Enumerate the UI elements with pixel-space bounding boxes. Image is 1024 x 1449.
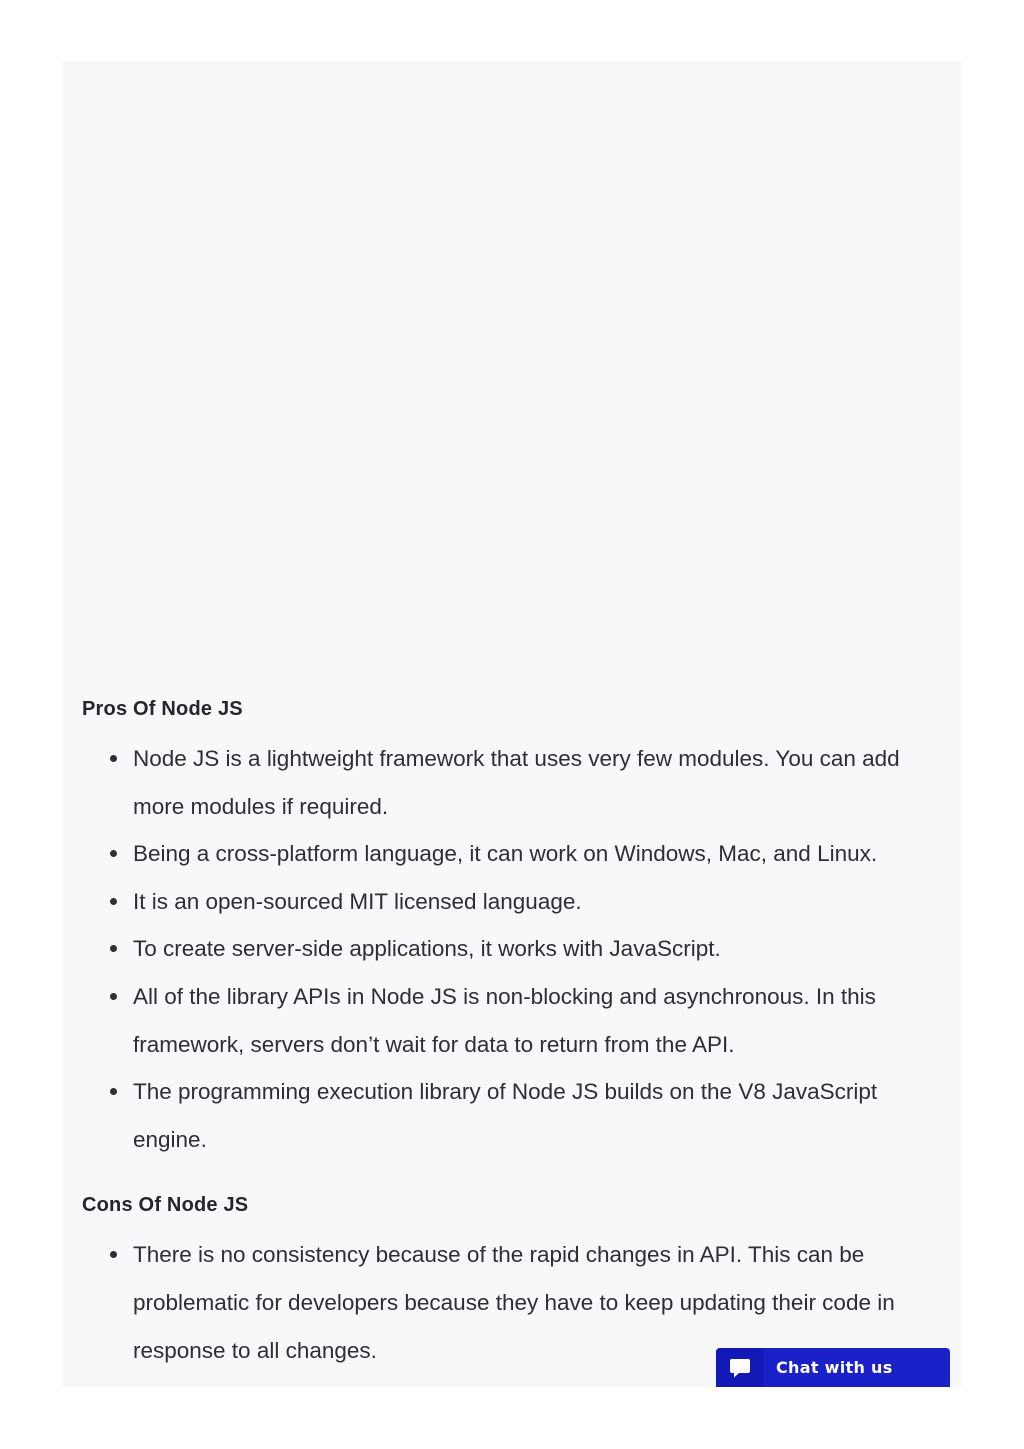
content-panel [62, 61, 962, 1387]
cons-heading: Cons Of Node JS [82, 1194, 249, 1217]
pros-item-text: The programming execution library of Node JS builds on the V8 JavaScript engine. [133, 1079, 878, 1152]
pros-item-text: It is an open-sourced MIT licensed language. [133, 888, 582, 914]
pros-item-text: To create server-side applications, it works with JavaScript. [133, 936, 721, 962]
pros-list-item [82, 1068, 942, 1163]
pros-list-item [82, 973, 942, 1068]
pros-list [82, 735, 942, 1163]
pros-list-item [82, 830, 942, 878]
chat-icon-container[interactable] [716, 1348, 763, 1387]
media-placeholder [62, 61, 962, 686]
pros-item-text: All of the library APIs in Node JS is non-blocking and asynchronous. In this framework, servers don’t wait for data to return from the API. [133, 983, 876, 1057]
article-body [82, 695, 942, 1374]
pros-item-text: Node JS is a lightweight framework that uses very few modules. You can add more modules if required. [133, 746, 900, 819]
bullet-dot-icon [110, 850, 117, 857]
chat-bubble-icon [728, 1356, 752, 1380]
chat-with-us-label[interactable]: Chat with us [776, 1358, 893, 1377]
pros-list-item [82, 735, 942, 830]
chat-with-us-button[interactable] [716, 1348, 950, 1387]
pros-list-item [82, 878, 942, 926]
pros-item-text: Being a cross-platform language, it can work on Windows, Mac, and Linux. [133, 841, 878, 867]
pros-list-item [82, 925, 942, 973]
bullet-dot-icon [110, 945, 117, 952]
pros-heading: Pros Of Node JS [82, 698, 243, 720]
bullet-dot-icon [110, 898, 117, 905]
cons-item-text: There is no consistency because of the rapid changes in API. This can be problematic for developers because they have to keep updating their code in response to all changes. [133, 1242, 895, 1363]
bullet-dot-icon [110, 993, 117, 1000]
bullet-dot-icon [110, 1251, 117, 1258]
bullet-dot-icon [110, 1088, 117, 1095]
bullet-dot-icon [110, 755, 117, 762]
